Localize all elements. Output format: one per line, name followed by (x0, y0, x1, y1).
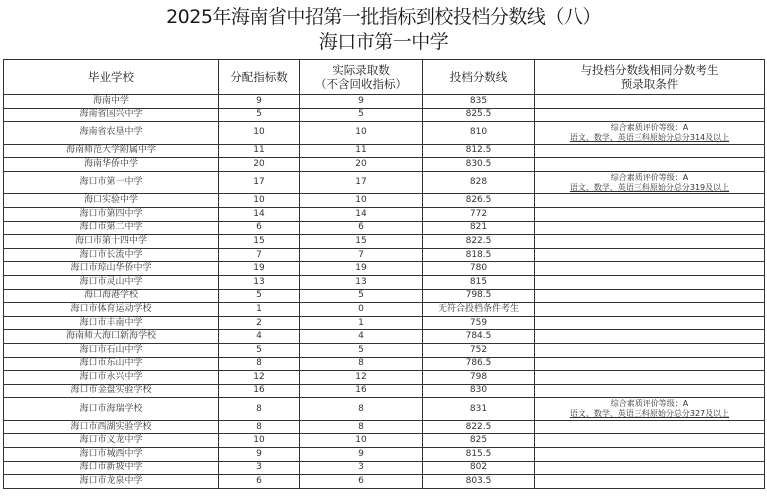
table-row (4, 194, 765, 208)
header-condition-line1: 与投档分数线相同分数考生 (580, 63, 719, 77)
school-cell: 海南师大海口新海学校 (4, 330, 219, 344)
score-cell: 822.5 (423, 420, 535, 434)
table-row (4, 122, 765, 145)
table-row (4, 144, 765, 158)
condition-cell (535, 371, 765, 385)
admitted-cell: 8 (300, 420, 423, 434)
school-cell: 海口市永兴中学 (4, 371, 219, 385)
header-score: 投档分数线 (423, 60, 535, 95)
admitted-cell: 19 (300, 262, 423, 276)
quota-cell: 19 (219, 262, 300, 276)
condition-score-requirement: 语文、数学、英语三科原始分总分327及以上 (569, 409, 730, 419)
school-cell: 海口市第一中学 (4, 171, 219, 194)
quota-cell: 5 (219, 343, 300, 357)
admitted-cell: 10 (300, 434, 423, 448)
admitted-cell: 6 (300, 475, 423, 489)
table-row (4, 357, 765, 371)
table-row (4, 275, 765, 289)
condition-cell (535, 420, 765, 434)
score-cell: 830 (423, 384, 535, 398)
condition-cell (535, 248, 765, 262)
score-cell: 812.5 (423, 144, 535, 158)
condition-cell (535, 235, 765, 249)
admitted-cell: 20 (300, 158, 423, 172)
score-cell: 802 (423, 461, 535, 475)
admission-score-table (3, 59, 765, 489)
score-cell: 825 (423, 434, 535, 448)
quota-cell: 5 (219, 289, 300, 303)
quota-cell: 4 (219, 330, 300, 344)
score-cell: 826.5 (423, 194, 535, 208)
quota-cell: 15 (219, 235, 300, 249)
score-cell: 828 (423, 171, 535, 194)
score-cell: 798 (423, 371, 535, 385)
school-cell: 海口市长流中学 (4, 248, 219, 262)
table-row (4, 330, 765, 344)
table-row (4, 289, 765, 303)
score-cell: 780 (423, 262, 535, 276)
school-cell: 海口市新坡中学 (4, 461, 219, 475)
condition-score-requirement: 语文、数学、英语三科原始分总分314及以上 (569, 132, 730, 142)
school-cell: 海口市琼山华侨中学 (4, 262, 219, 276)
admitted-cell: 5 (300, 343, 423, 357)
table-row (4, 316, 765, 330)
score-cell: 815.5 (423, 447, 535, 461)
header-school: 毕业学校 (4, 60, 219, 95)
score-cell: 803.5 (423, 475, 535, 489)
condition-cell (535, 398, 765, 421)
score-cell: 786.5 (423, 357, 535, 371)
school-cell: 海南华侨中学 (4, 158, 219, 172)
school-cell: 海南中学 (4, 95, 219, 109)
condition-cell (535, 122, 765, 145)
condition-cell (535, 221, 765, 235)
table-row (4, 262, 765, 276)
admitted-cell: 4 (300, 330, 423, 344)
admitted-cell: 15 (300, 235, 423, 249)
table-row (4, 221, 765, 235)
table-row (4, 158, 765, 172)
header-condition (535, 60, 765, 95)
document-title: 2025年海南省中招第一批指标到校投档分数线（八） (166, 6, 601, 28)
table-body (4, 95, 765, 489)
score-cell: 821 (423, 221, 535, 235)
score-cell: 830.5 (423, 158, 535, 172)
quota-cell: 3 (219, 461, 300, 475)
admitted-cell: 14 (300, 207, 423, 221)
score-cell: 798.5 (423, 289, 535, 303)
admitted-cell: 16 (300, 384, 423, 398)
table-row (4, 475, 765, 489)
score-cell: 825.5 (423, 108, 535, 122)
quota-cell: 5 (219, 108, 300, 122)
condition-cell (535, 461, 765, 475)
score-cell: 752 (423, 343, 535, 357)
condition-grade: 综合素质评价等级：A (610, 399, 689, 409)
admitted-cell: 0 (300, 303, 423, 317)
admitted-cell: 8 (300, 398, 423, 421)
admitted-cell: 10 (300, 122, 423, 145)
school-cell: 海口市东山中学 (4, 357, 219, 371)
score-cell: 831 (423, 398, 535, 421)
quota-cell: 7 (219, 248, 300, 262)
table-row (4, 398, 765, 421)
table-row (4, 447, 765, 461)
admitted-cell: 1 (300, 316, 423, 330)
condition-score-requirement: 语文、数学、英语三科原始分总分319及以上 (569, 182, 730, 192)
admitted-cell: 9 (300, 95, 423, 109)
document-subtitle: 海口市第一中学 (318, 31, 449, 53)
header-condition-line2: 预录取条件 (620, 77, 679, 91)
table-row (4, 207, 765, 221)
table-row (4, 384, 765, 398)
school-cell: 海口海港学校 (4, 289, 219, 303)
condition-cell (535, 171, 765, 194)
school-cell: 海口市西湖实验学校 (4, 420, 219, 434)
school-cell: 海口市丰南中学 (4, 316, 219, 330)
score-cell: 818.5 (423, 248, 535, 262)
condition-cell (535, 262, 765, 276)
admitted-cell: 10 (300, 194, 423, 208)
table-row (4, 108, 765, 122)
condition-cell (535, 384, 765, 398)
admitted-cell: 11 (300, 144, 423, 158)
admitted-cell: 13 (300, 275, 423, 289)
quota-cell: 9 (219, 447, 300, 461)
score-cell: 815 (423, 275, 535, 289)
score-cell: 835 (423, 95, 535, 109)
table-row (4, 235, 765, 249)
school-cell: 海口市海瑞学校 (4, 398, 219, 421)
school-cell: 海口市第二中学 (4, 221, 219, 235)
table-row (4, 171, 765, 194)
condition-cell (535, 158, 765, 172)
school-cell: 海南省国兴中学 (4, 108, 219, 122)
school-cell: 海口市金盘实验学校 (4, 384, 219, 398)
quota-cell: 10 (219, 194, 300, 208)
condition-cell (535, 194, 765, 208)
condition-cell (535, 144, 765, 158)
table-row (4, 434, 765, 448)
condition-grade: 综合素质评价等级：A (610, 122, 689, 132)
quota-cell: 2 (219, 316, 300, 330)
quota-cell: 13 (219, 275, 300, 289)
condition-cell (535, 357, 765, 371)
quota-cell: 6 (219, 475, 300, 489)
quota-cell: 20 (219, 158, 300, 172)
condition-cell (535, 447, 765, 461)
condition-cell (535, 330, 765, 344)
quota-cell: 14 (219, 207, 300, 221)
school-cell: 海口实验中学 (4, 194, 219, 208)
quota-cell: 16 (219, 384, 300, 398)
admitted-cell: 17 (300, 171, 423, 194)
admitted-cell: 12 (300, 371, 423, 385)
condition-cell (535, 475, 765, 489)
school-cell: 海口市义龙中学 (4, 434, 219, 448)
school-cell: 海口市灵山中学 (4, 275, 219, 289)
table-row (4, 303, 765, 317)
score-cell: 822.5 (423, 235, 535, 249)
header-admitted-line2: （不含回收指标） (315, 77, 407, 91)
score-cell: 810 (423, 122, 535, 145)
table-row (4, 420, 765, 434)
school-cell: 海南师范大学附属中学 (4, 144, 219, 158)
header-admitted (300, 60, 423, 95)
quota-cell: 10 (219, 122, 300, 145)
quota-cell: 11 (219, 144, 300, 158)
quota-cell: 10 (219, 434, 300, 448)
admitted-cell: 6 (300, 221, 423, 235)
condition-cell (535, 95, 765, 109)
admitted-cell: 9 (300, 447, 423, 461)
condition-cell (535, 289, 765, 303)
quota-cell: 8 (219, 357, 300, 371)
condition-cell (535, 108, 765, 122)
admitted-cell: 3 (300, 461, 423, 475)
quota-cell: 1 (219, 303, 300, 317)
school-cell: 海口市石山中学 (4, 343, 219, 357)
quota-cell: 8 (219, 420, 300, 434)
condition-cell (535, 434, 765, 448)
admitted-cell: 8 (300, 357, 423, 371)
quota-cell: 9 (219, 95, 300, 109)
condition-cell (535, 303, 765, 317)
condition-cell (535, 275, 765, 289)
quota-cell: 17 (219, 171, 300, 194)
school-cell: 海口市龙泉中学 (4, 475, 219, 489)
admitted-cell: 7 (300, 248, 423, 262)
school-cell: 海口市城西中学 (4, 447, 219, 461)
header-admitted-line1: 实际录取数 (332, 63, 390, 77)
condition-grade: 综合素质评价等级：A (610, 172, 689, 182)
header-quota: 分配指标数 (219, 60, 300, 95)
table-row (4, 461, 765, 475)
table-row (4, 95, 765, 109)
school-cell: 海口市体育运动学校 (4, 303, 219, 317)
condition-cell (535, 207, 765, 221)
condition-cell (535, 343, 765, 357)
admitted-cell: 5 (300, 289, 423, 303)
score-cell: 772 (423, 207, 535, 221)
quota-cell: 12 (219, 371, 300, 385)
school-cell: 海口市第四中学 (4, 207, 219, 221)
admitted-cell: 5 (300, 108, 423, 122)
condition-cell (535, 316, 765, 330)
score-cell: 无符合投档条件考生 (423, 303, 535, 317)
school-cell: 海南省农垦中学 (4, 122, 219, 145)
school-cell: 海口市第十四中学 (4, 235, 219, 249)
score-cell: 759 (423, 316, 535, 330)
table-row (4, 371, 765, 385)
table-row (4, 343, 765, 357)
table-row (4, 248, 765, 262)
score-cell: 784.5 (423, 330, 535, 344)
quota-cell: 6 (219, 221, 300, 235)
table-header-row (4, 60, 765, 95)
quota-cell: 8 (219, 398, 300, 421)
